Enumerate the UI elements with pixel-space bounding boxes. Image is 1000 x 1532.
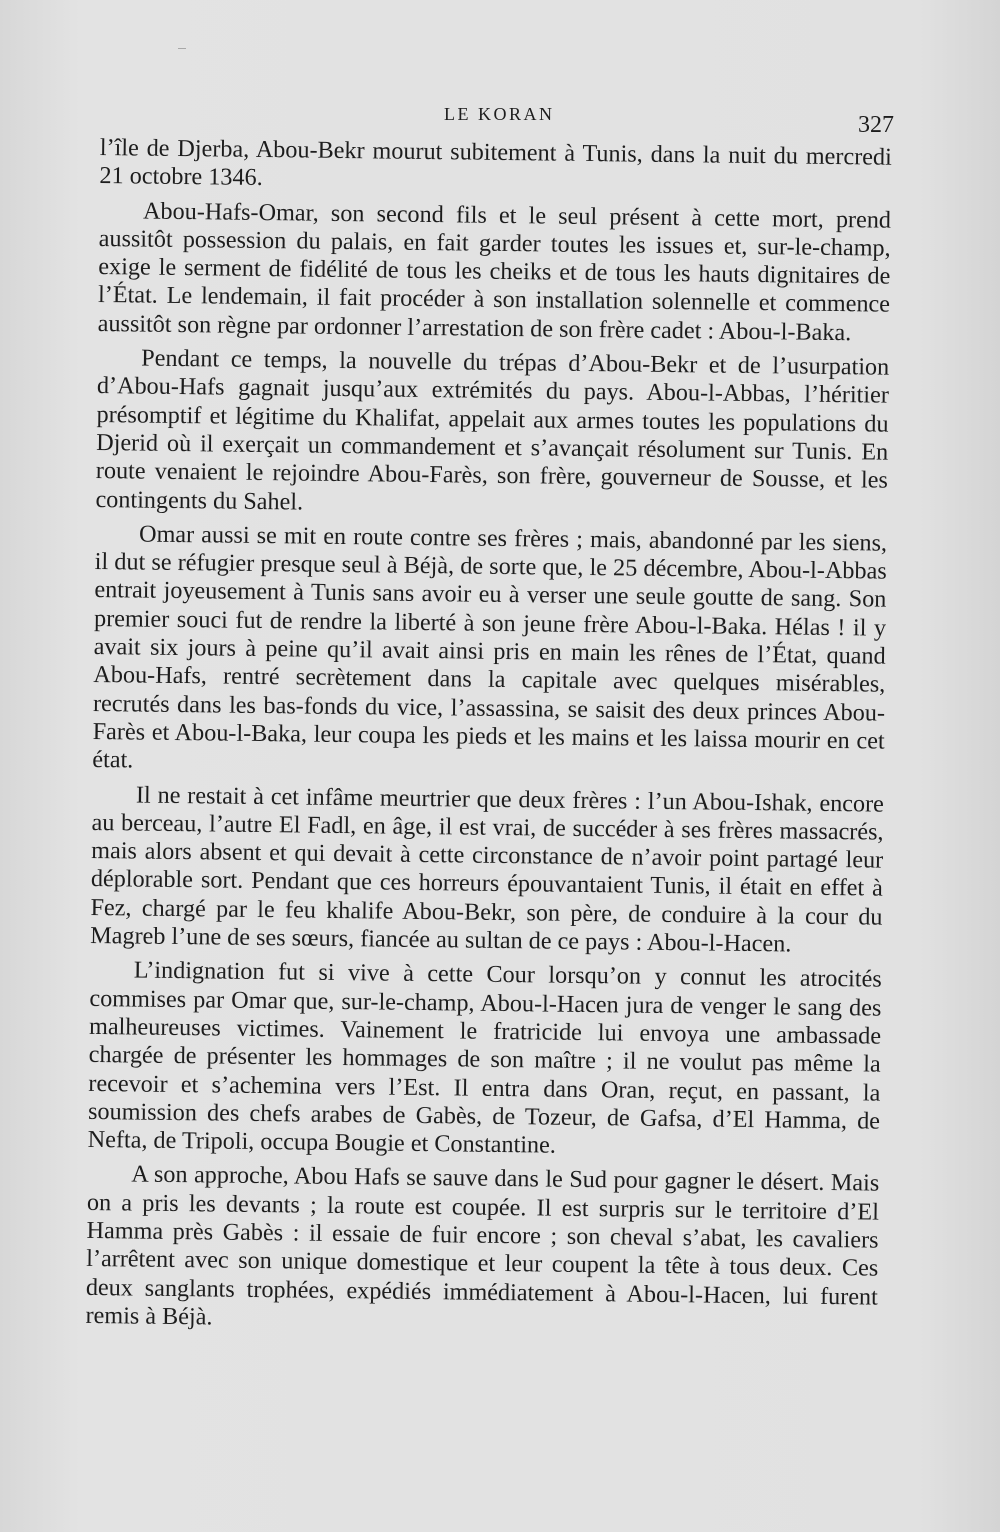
body-text	[85, 134, 892, 1346]
running-head: LE KORAN	[444, 104, 555, 124]
paragraph-2: Abou-Hafs-Omar, son second fils et le seul présent à cette mort, prend aussitôt possession du palais, en fait garder toutes les issues et, sur-le-champ, exige le serment de fidélité de tous les cheiks et de tous les hauts dignitaires de l’État. Le lendemain, il fait procéder à son installation solennelle et commence aussitôt son règne par ordonner l’arrestation de son frère cadet : Abou-l-Baka.	[97, 197, 892, 346]
paragraph-3: Pendant ce temps, la nouvelle du trépas d’Abou-Bekr et de l’usurpation d’Abou-Hafs gagnait jusqu’aux extrémités du pays. Abou-l-Abbas, l’héritier présomptif et légitime du Khalifat, appelait aux armes toutes les populations du Djerid où il exerçait un commandement et s’avançait résolument sur Tunis. En route venaient le rejoindre Abou-Farès, son frère, gouverneur de Sousse, et les contingents du Sahel.	[95, 344, 890, 516]
paragraph-5: Il ne restait à cet infâme meurtrier que deux frères : l’un Abou-Ishak, encore au berceau, l’autre El Fadl, en âge, il est vrai, de succéder à ses frères massacrés, mais alors absent et qui devait à cette circonstance de n’avoir point partagé leur déplorable sort. Pendant que ces horreurs épouvantaient Tunis, il était en effet à Fez, chargé par le feu khalife Abou-Bekr, son père, de conduire à la cour du Magreb l’une de ses sœurs, fiancée au sultan de ce pays : Abou-l-Hacen.	[90, 781, 885, 958]
paper-mark	[178, 48, 186, 49]
paragraph-1: l’île de Djerba, Abou-Bekr mourut subitement à Tunis, dans la nuit du mercredi 21 octobre 1346.	[99, 134, 892, 192]
paragraph-4: Omar aussi se mit en route contre ses frères ; mais, abandonné par les siens, il dut se réfugier presque seul à Béjà, de sorte que, le 25 décembre, Abou-l-Abbas entrait joyeusement à Tunis sans avoir eu à verser une seule goutte de sang. Son premier souci fut de rendre la liberté à son jeune frère Abou-l-Baka. Hélas ! il y avait six jours à peine qu’il avait ainsi pris en main les rênes de l’État, quand Abou-Hafs, rentré secrètement dans la capitale avec quelques misérables, recrutés dans les bas-fonds du vice, l’assassina, se saisit des deux princes Abou-Farès et Abou-l-Baka, leur coupa les pieds et les mains et les laissa mourir en cet état.	[92, 520, 888, 774]
paragraph-6: L’indignation fut si vive à cette Cour lorsqu’on y connut les atrocités commises par Omar que, sur-le-champ, Abou-l-Hacen jura de venger le sang des malheureuses victimes. Vainement le fratricide lui envoya une ambassade chargée de présenter les hommages de son maître ; il ne voulut pas même la recevoir et s’achemina vers l’Est. Il entra dans Oran, reçut, en passant, la soumission des chefs arabes de Gabès, de Tozeur, de Gafsa, d’El Hamma, de Nefta, de Tripoli, occupa Bougie et Constantine.	[87, 956, 882, 1159]
page-number: 327	[858, 112, 894, 138]
paragraph-7: A son approche, Abou Hafs se sauve dans le Sud pour gagner le désert. Mais on a pris les devants ; la route est coupée. Il est surpris sur le territoire d’El Hamma près Gabès : il essaie de fuir encore ; son cheval s’abat, les cavaliers l’arrêtent avec son unique domestique et leur coupent la tête à tous deux. Ces deux sanglants trophées, expédiés immédiatement à Abou-l-Hacen, lui furent remis à Béjà.	[85, 1160, 880, 1331]
